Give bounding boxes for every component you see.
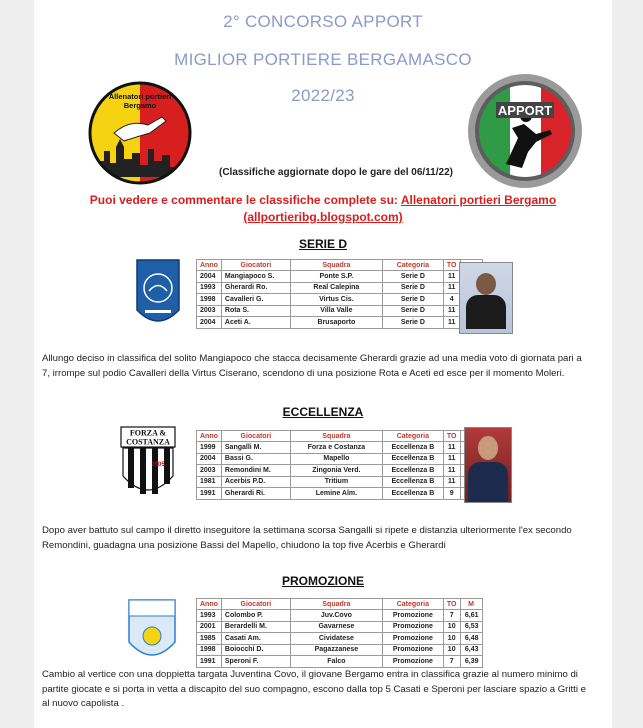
table-cell: Serie D (382, 282, 443, 294)
table-cell: 2003 (197, 465, 222, 477)
table-header (197, 431, 483, 442)
serie-d-comment: Allungo deciso in classifica del solito Mangiapoco che stacca decisamente Gherardi grazie ad una media voto di giornata pari a 7, irrompe sul podio Cavalleri della Virtus Ciserano, scendono di una posizione Rota e Aceti ed esce per il momento Moleri. (42, 353, 582, 379)
eccellenza-comment: Dopo aver battuto sul campo il diretto inseguitore la settimana scorsa Sangalli si ripete e distanzia ulteriormente l'ex secondo Remondini, guadagna una posizione Bassi del Mapello, chiudono la top five Acerbis e Gherardi (42, 525, 572, 551)
col-categoria: Categoria (382, 260, 443, 271)
svg-text:Bergamo: Bergamo (123, 101, 157, 110)
table-row (197, 644, 483, 656)
table-cell: 1981 (197, 476, 222, 488)
document-page (34, 0, 612, 728)
table-row (197, 488, 483, 500)
table-cell: Serie D (382, 294, 443, 306)
table-cell: 1991 (197, 656, 222, 668)
table-cell: Sangalli M. (221, 442, 290, 454)
column-header: Anno (197, 599, 222, 610)
table-cell: 1998 (197, 644, 222, 656)
table-cell: Promozione (382, 610, 443, 622)
table-cell: 9 (443, 488, 460, 500)
section-title-eccellenza: ECCELLENZA (282, 405, 364, 419)
table-cell: 2004 (197, 271, 222, 283)
column-header: Anno (197, 431, 222, 442)
table-cell: Villa Valle (290, 305, 382, 317)
update-note: (Classifiche aggiornate dopo le gare del 06/11/22) (219, 167, 453, 178)
table-cell: Promozione (382, 644, 443, 656)
promozione-comment: Cambio al vertice con una doppietta targata Juventina Covo, il giovane Bergamo entra in classifica grazie al numero minimo di partite giocate e si porta in vetta a discapito del suo compagno, escono dalla top 5 Casati e Speroni per lasciare spazio a Gritti e al nuovo capolista . (42, 669, 586, 709)
blog-link[interactable]: Allenatori portieri Bergamo (400, 193, 557, 207)
table-cell: Rota S. (221, 305, 290, 317)
table-cell: Lemine Alm. (290, 488, 382, 500)
table-row (197, 294, 483, 306)
cta-text: Puoi vedere e commentare le classifiche complete su: (89, 193, 401, 207)
table-cell: Virtus Cis. (290, 294, 382, 306)
table-cell: Eccellenza B (382, 476, 443, 488)
column-header: TO (443, 599, 460, 610)
table-cell: Promozione (382, 656, 443, 668)
table-cell: Eccellenza B (382, 453, 443, 465)
table-row (197, 476, 483, 488)
table-cell: Falco (290, 656, 382, 668)
table-cell: Zingonia Verd. (290, 465, 382, 477)
table-cell: 11 (443, 442, 460, 454)
svg-text:FORZA &: FORZA & (129, 428, 167, 438)
table-cell: Bassi G. (221, 453, 290, 465)
column-header: Giocatori (221, 431, 290, 442)
table-cell: Colombo P. (221, 610, 290, 622)
title-line-1: 2° CONCORSO APPORT (223, 12, 423, 31)
table-cell: 6,48 (460, 633, 482, 645)
table-row (197, 282, 483, 294)
table-row (197, 317, 483, 329)
juventina-covo-badge (127, 598, 177, 668)
table-cell: Serie D (382, 317, 443, 329)
section-title-serie-d: SERIE D (298, 237, 347, 251)
column-header: Squadra (290, 431, 382, 442)
table-cell: 1985 (197, 633, 222, 645)
table-cell: 10 (443, 621, 460, 633)
blog-url-line (34, 210, 612, 224)
table-cell: Juv.Covo (290, 610, 382, 622)
table-row (197, 453, 483, 465)
season-label: 2022/23 (291, 86, 355, 105)
table-cell: 2001 (197, 621, 222, 633)
table-row (197, 465, 483, 477)
table-cell: Acerbis P.D. (221, 476, 290, 488)
table-cell: Boiocchi D. (221, 644, 290, 656)
table-cell: Serie D (382, 271, 443, 283)
table-cell: Gherardi Ri. (221, 488, 290, 500)
table-cell: 1991 (197, 488, 222, 500)
col-giocatori: Giocatori (221, 260, 290, 271)
table-cell: Casati Am. (221, 633, 290, 645)
table-row (197, 621, 483, 633)
table-cell: 7 (443, 656, 460, 668)
table-cell: 2003 (197, 305, 222, 317)
table-cell: Serie D (382, 305, 443, 317)
table-cell: Brusaporto (290, 317, 382, 329)
cta-line (34, 193, 612, 207)
table-cell: Remondini M. (221, 465, 290, 477)
table-cell: 6,43 (460, 644, 482, 656)
table-cell: 11 (443, 305, 460, 317)
table-cell: Berardelli M. (221, 621, 290, 633)
table-cell: Real Calepina (290, 282, 382, 294)
table-row (197, 633, 483, 645)
table-row (197, 656, 483, 668)
table-cell: Promozione (382, 633, 443, 645)
table-cell: 11 (443, 271, 460, 283)
col-to: TO (443, 260, 460, 271)
table-row (197, 610, 483, 622)
table-cell: Mapello (290, 453, 382, 465)
table-cell: Gherardi Ro. (221, 282, 290, 294)
col-squadra: Squadra (290, 260, 382, 271)
allenatori-portieri-logo (84, 77, 196, 189)
column-header: Giocatori (221, 599, 290, 610)
column-header: Squadra (290, 599, 382, 610)
table-cell: Gavarnese (290, 621, 382, 633)
table-cell: Cavalleri G. (221, 294, 290, 306)
table-cell: 4 (443, 294, 460, 306)
table-cell: 1993 (197, 610, 222, 622)
table-cell: 11 (443, 282, 460, 294)
svg-text:COSTANZA: COSTANZA (126, 437, 170, 447)
svg-text:1905: 1905 (151, 462, 165, 468)
title-line-2: MIGLIOR PORTIERE BERGAMASCO (174, 50, 472, 69)
eccellenza-table (196, 430, 483, 500)
serie-d-table (196, 259, 483, 329)
promozione-table (196, 598, 483, 668)
table-cell: Cividatese (290, 633, 382, 645)
table-cell: Forza e Costanza (290, 442, 382, 454)
table-cell: Eccellenza B (382, 465, 443, 477)
table-row (197, 271, 483, 283)
table-cell: Tritium (290, 476, 382, 488)
table-cell: 7 (443, 610, 460, 622)
table-cell: 1993 (197, 282, 222, 294)
table-cell: Eccellenza B (382, 442, 443, 454)
table-cell: 6,61 (460, 610, 482, 622)
table-cell: Speroni F. (221, 656, 290, 668)
forza-costanza-badge (120, 426, 176, 502)
column-header: M (460, 599, 482, 610)
table-cell: Aceti A. (221, 317, 290, 329)
table-row (197, 305, 483, 317)
table-cell: 1998 (197, 294, 222, 306)
table-cell: Promozione (382, 621, 443, 633)
svg-text:Allenatori portieri: Allenatori portieri (108, 92, 172, 101)
table-cell: Mangiapoco S. (221, 271, 290, 283)
column-header: TO (443, 431, 460, 442)
table-cell: 6,53 (460, 621, 482, 633)
table-cell: Eccellenza B (382, 488, 443, 500)
svg-text:APPORT: APPORT (497, 103, 553, 118)
table-cell: 10 (443, 633, 460, 645)
table-cell: Pagazzanese (290, 644, 382, 656)
table-cell: 10 (443, 644, 460, 656)
table-cell: 2004 (197, 317, 222, 329)
table-cell: 2004 (197, 453, 222, 465)
column-header: Categoria (382, 431, 443, 442)
table-cell: 11 (443, 453, 460, 465)
table-cell: 11 (443, 465, 460, 477)
table-cell: 1999 (197, 442, 222, 454)
col-anno: Anno (197, 260, 222, 271)
table-cell: 11 (443, 317, 460, 329)
table-cell: Ponte S.P. (290, 271, 382, 283)
blog-url-link[interactable]: (allportieribg.blogspot.com) (243, 210, 403, 224)
ponte-sp-badge (135, 258, 181, 334)
table-cell: 6,39 (460, 656, 482, 668)
section-title-promozione: PROMOZIONE (281, 574, 364, 588)
player-photo-sangalli (464, 427, 512, 503)
table-cell: 11 (443, 476, 460, 488)
table-row (197, 442, 483, 454)
table-header (197, 599, 483, 610)
table-header (197, 260, 483, 271)
column-header: Categoria (382, 599, 443, 610)
player-photo-mangiapoco (459, 262, 513, 334)
